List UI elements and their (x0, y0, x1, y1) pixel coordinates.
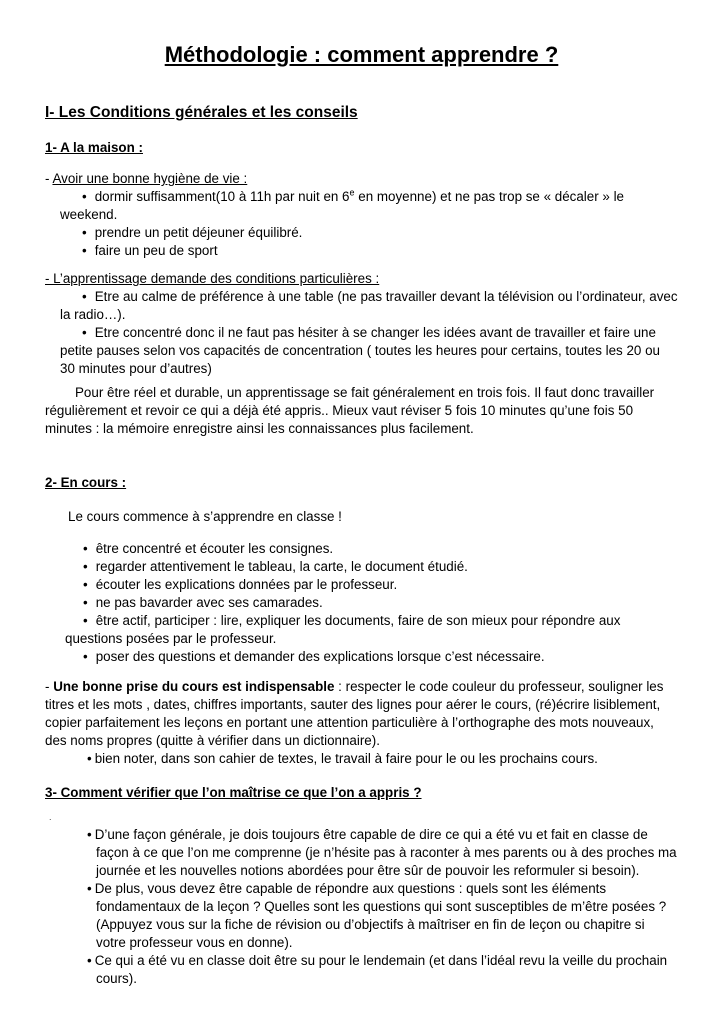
list-item-breakfast (60, 224, 678, 242)
bullet-icon: • (83, 613, 88, 628)
bullet-icon: • (83, 559, 88, 574)
section-2-heading: 2- En cours : (45, 475, 127, 490)
section-1-closing-paragraph: Pour être réel et durable, un apprentissage se fait généralement en trois fois. Il faut donc travailler régulièrement et revoir ce qui a déjà été appris.. Mieux vaut réviser 5 fois 10 minutes qu’une fois 50 minutes : la mémoire enregistre ainsi les connaissances plus facilement. (45, 385, 655, 436)
section-1-heading: 1- A la maison : (45, 140, 143, 155)
section-3-list (45, 826, 678, 988)
dash-prefix: - (45, 679, 54, 694)
list-item-text: bien noter, dans son cahier de textes, le travail à faire pour le ou les prochains cours. (94, 751, 598, 766)
list-item-text: dormir suffisamment(10 à 11h par nuit en 6 (94, 189, 350, 204)
list-item-text: regarder attentivement le tableau, la carte, le document étudié. (95, 559, 468, 574)
note-paragraph (45, 678, 678, 750)
list-item (87, 952, 678, 988)
list-item-text: ne pas bavarder avec ses camarades. (95, 595, 323, 610)
list-item-text: être concentré et écouter les consignes. (95, 541, 334, 556)
note-text: : respecter le code couleur du professeur, souligner les titres et les mots , dates, chiffres importants, sauter des lignes pour aérer le cours, (ré)écrire lisiblement, copier parfaitement les leçons en portant une attention particulière à l’orthographe des mots nouveaux, des noms propres (quitte à vérifier dans un dictionnaire). (45, 679, 664, 748)
list-item (65, 594, 678, 612)
main-section-heading: I- Les Conditions générales et les conseils (45, 104, 358, 121)
conditions-subheading: - L’apprentissage demande des conditions particulières : (45, 271, 380, 286)
list-item-text: De plus, vous devez être capable de répondre aux questions : quels sont les éléments fondamentaux de la leçon ? Quelles sont les questions qui sont susceptibles de m’être posées ? (Appuyez vous sur la fiche de révision ou d’objectifs à maîtriser en fin de leçon ou chapitre si votre professeur vous en donne). (94, 881, 667, 950)
list-item (65, 558, 678, 576)
list-item (87, 826, 678, 880)
section-2-list (45, 540, 678, 666)
note-bold-lead: Une bonne prise du cours est indispensable (53, 679, 335, 694)
section-2-intro: Le cours commence à s’apprendre en classe ! (68, 509, 342, 524)
list-item-text: faire un peu de sport (94, 243, 218, 258)
list-item-text: être actif, participer : lire, expliquer les documents, faire de son mieux pour répondre aux questions posées par le professeur. (65, 613, 621, 646)
list-item-text: Etre au calme de préférence à une table (ne pas travailler devant la télévision ou l’ordinateur, avec la radio…). (60, 289, 678, 322)
bullet-icon: • (82, 325, 87, 340)
page-title: Méthodologie : comment apprendre ? (164, 42, 559, 67)
list-item-note (87, 750, 678, 768)
list-item (65, 540, 678, 558)
bullet-icon: • (83, 595, 88, 610)
list-item-text: D’une façon générale, je dois toujours être capable de dire ce qui a été vu et fait en classe de façon à ce que l’on me comprenne (je n’hésite pas à raconter à mes parents ou à des proches ma journée et les nouvelles notions abordées pour être sûr de pouvoir les reformuler si besoin). (94, 827, 677, 878)
hygiene-label: Avoir une bonne hygiène de vie : (52, 171, 248, 186)
list-item-text: Etre concentré donc il ne faut pas hésiter à se changer les idées avant de travailler et faire une petite pauses selon vos capacités de concentration ( toutes les heures pour certains, toutes les 20 ou 30 minutes pour d’autres) (60, 325, 660, 376)
bullet-icon: • (83, 541, 88, 556)
list-item (65, 612, 678, 648)
list-item-text: prendre un petit déjeuner équilibré. (94, 225, 303, 240)
section-3-heading: 3- Comment vérifier que l’on maîtrise ce que l’on a appris ? (45, 785, 422, 800)
bullet-icon: • (87, 881, 92, 896)
list-item-sport (60, 242, 678, 260)
hygiene-subheading (45, 170, 678, 188)
bullet-icon: • (87, 953, 92, 968)
list-item-text: Ce qui a été vu en classe doit être su pour le lendemain (et dans l’idéal revu la veille du prochain cours). (94, 953, 668, 986)
dash-prefix: - (45, 171, 53, 186)
list-item-focus (60, 324, 678, 378)
bullet-icon: • (82, 289, 87, 304)
list-item (65, 576, 678, 594)
superscript-e: e (349, 187, 355, 198)
bullet-icon: • (83, 649, 88, 664)
bullet-icon: • (87, 751, 92, 766)
list-item-text: écouter les explications données par le professeur. (95, 577, 398, 592)
stray-mark: . (49, 812, 52, 822)
list-item-text: en moyenne) et ne pas trop se « décaler » le weekend. (60, 189, 624, 222)
list-item (65, 648, 678, 666)
list-item-sleep (60, 188, 678, 224)
bullet-icon: • (82, 225, 87, 240)
bullet-icon: • (87, 827, 92, 842)
bullet-icon: • (82, 189, 87, 204)
list-item-calm (60, 288, 678, 324)
list-item (87, 880, 678, 952)
bullet-icon: • (82, 243, 87, 258)
list-item-text: poser des questions et demander des explications lorsque c’est nécessaire. (95, 649, 545, 664)
bullet-icon: • (83, 577, 88, 592)
